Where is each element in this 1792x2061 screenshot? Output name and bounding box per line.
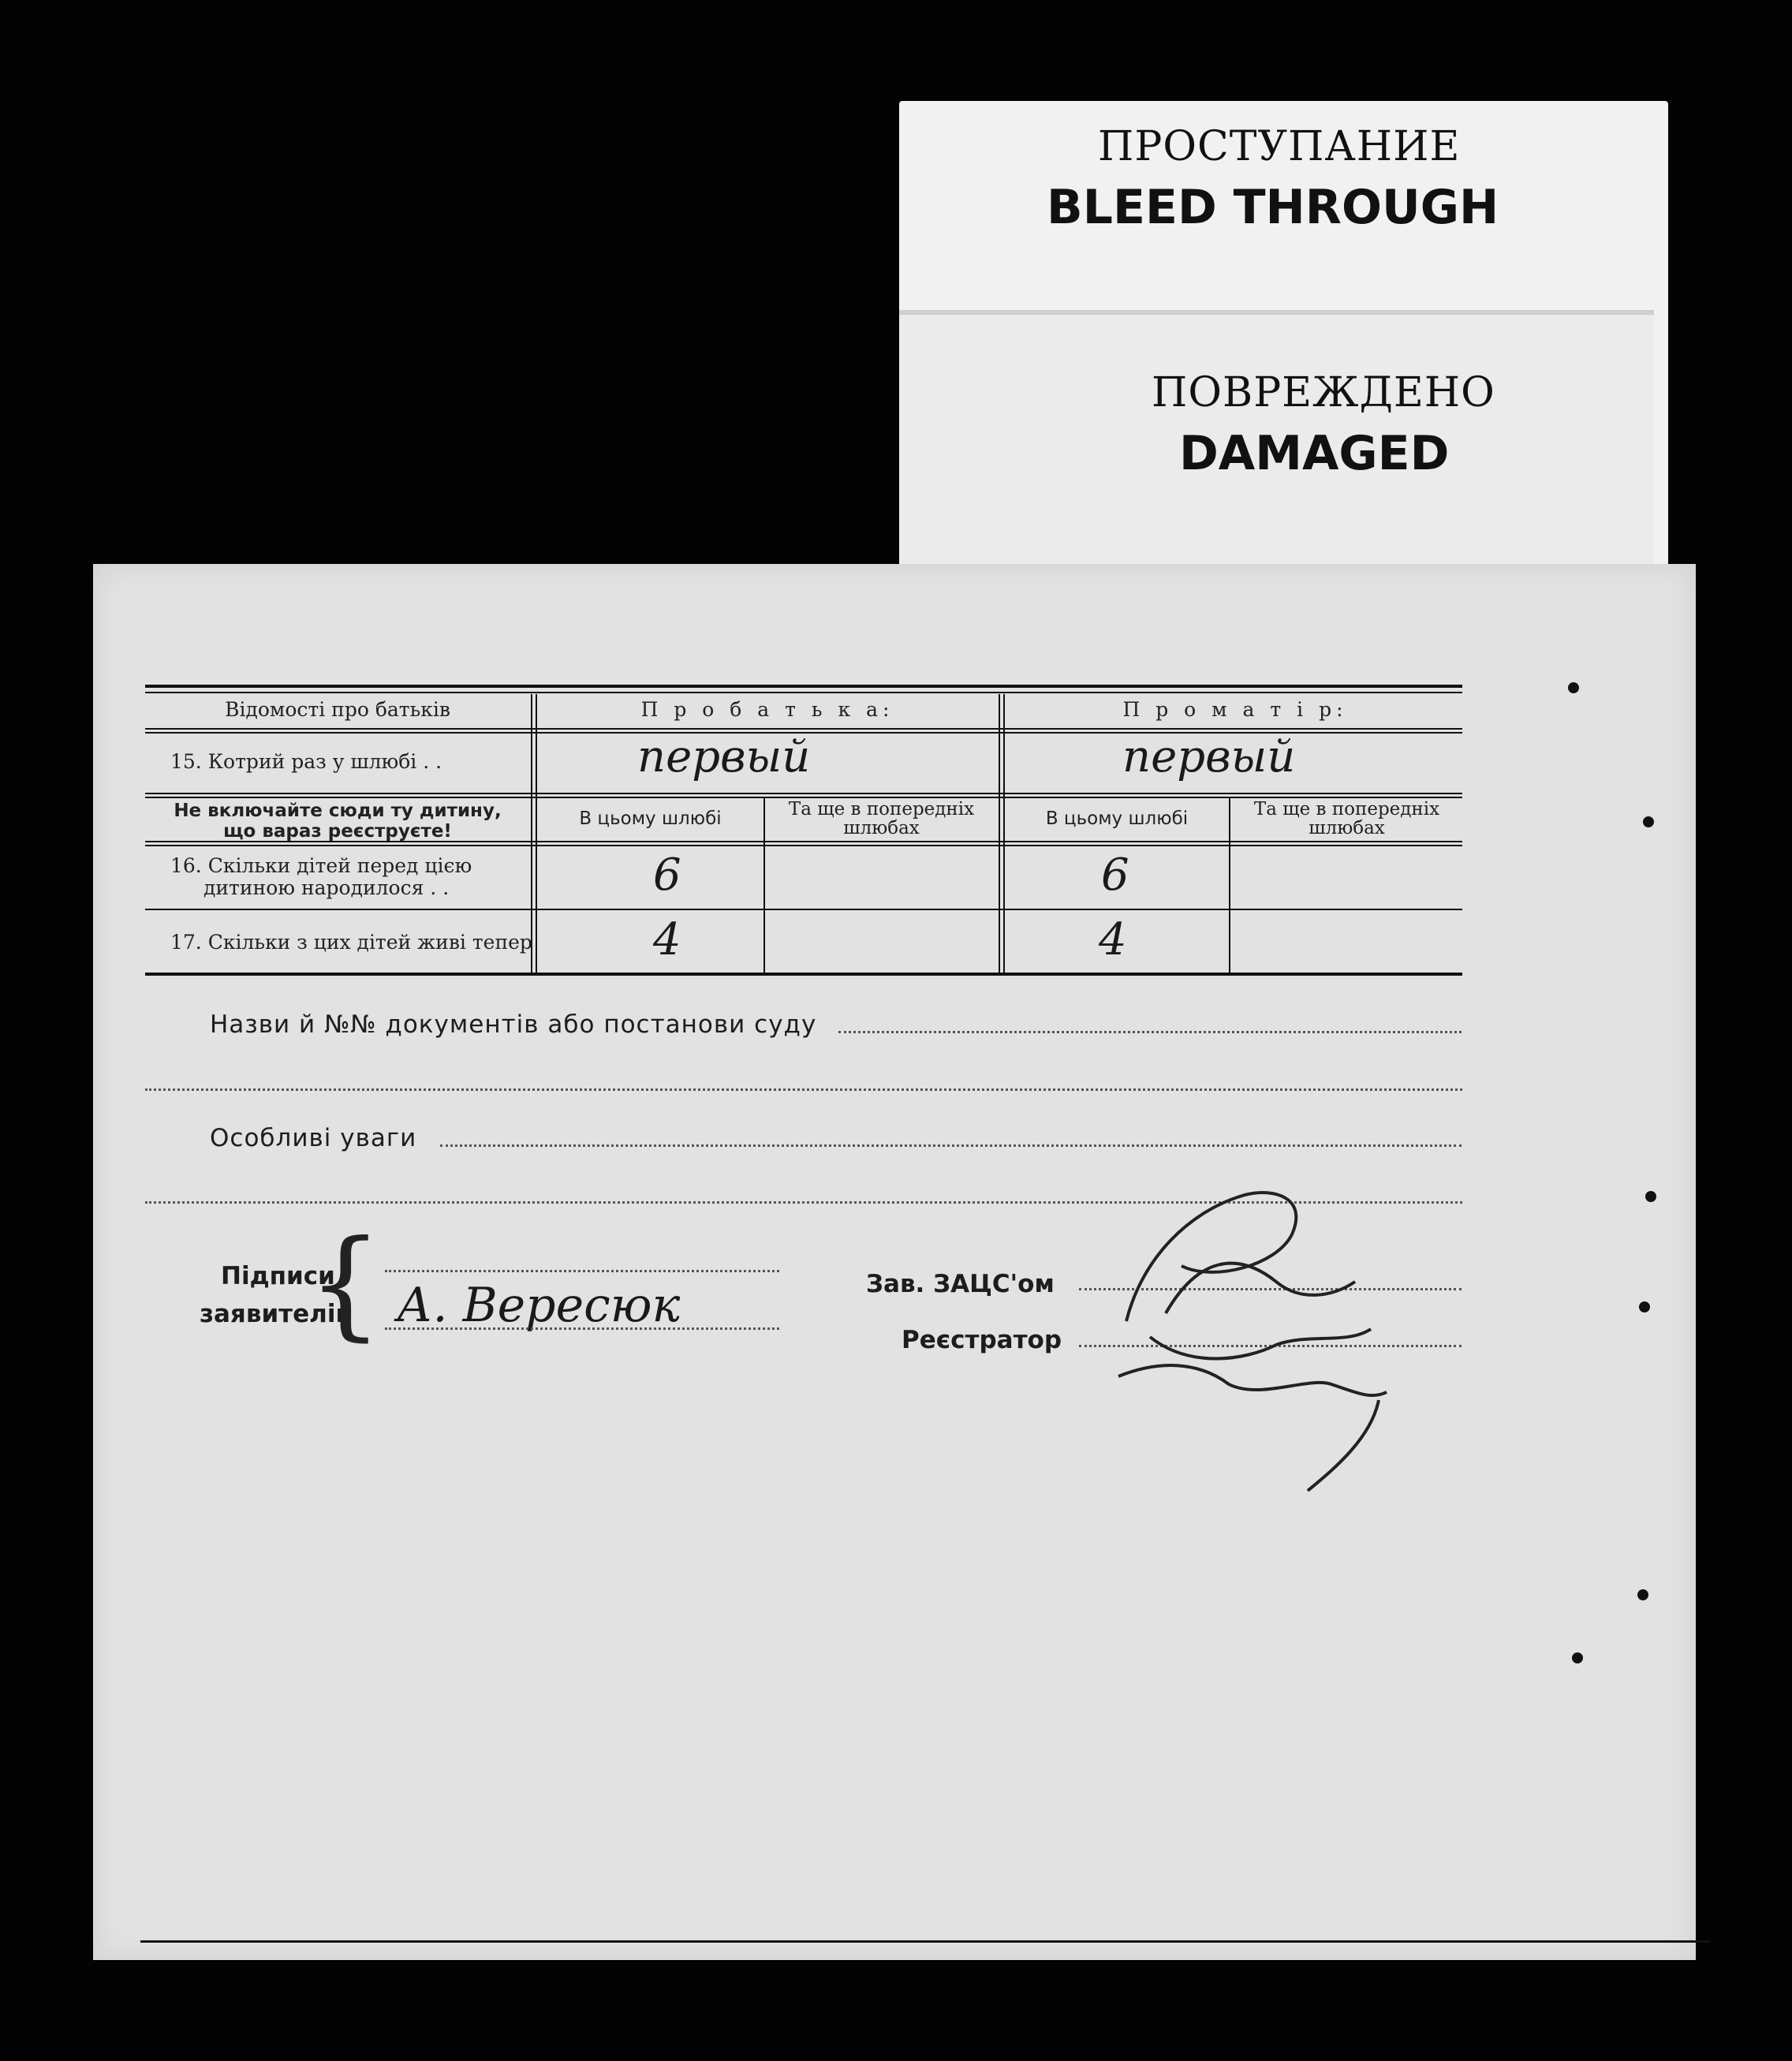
register-sheet <box>93 564 1696 1960</box>
row16-label-line1: 16. Скільки дітей перед цією <box>170 854 472 877</box>
official-signatures-scrawl <box>1071 1163 1434 1495</box>
subheader-note-line2: що вараз реєструєте! <box>223 821 452 842</box>
punch-hole <box>1568 682 1579 693</box>
head-label: Зав. ЗАЦС'ом <box>866 1270 1055 1298</box>
damaged-en: DAMAGED <box>1179 426 1450 481</box>
table-top-rule-thin <box>145 692 1462 693</box>
subheader-father-this: В цьому шлюбі <box>579 808 722 829</box>
sheet-bottom-rule <box>140 1940 1710 1943</box>
row16-label-line2: дитиною народилося . . <box>203 876 450 899</box>
punch-hole <box>1645 1191 1656 1202</box>
signatures-label-line2: заявителів <box>200 1300 352 1328</box>
col-divider-2 <box>999 694 1000 974</box>
table-header-rule <box>145 728 1462 730</box>
applicant-line-1 <box>385 1270 779 1272</box>
bleed-through-en: BLEED THROUGH <box>1047 180 1499 235</box>
documents-line-2 <box>145 1088 1462 1091</box>
row16-father-this: 6 <box>653 849 681 901</box>
table-top-rule <box>145 685 1462 688</box>
table-bottom-rule <box>145 973 1462 976</box>
header-father: П р о б а т ь к а: <box>640 698 894 721</box>
registrar-label: Реєстратор <box>902 1326 1062 1354</box>
applicant-line-2 <box>385 1327 779 1330</box>
col-divider-1b <box>536 694 537 974</box>
subheader-bottom-rule-2 <box>145 845 1462 846</box>
row15-label: 15. Котрий раз у шлюбі . . <box>170 750 442 773</box>
subheader-father-prev-1: Та ще в попередніх <box>788 799 975 820</box>
signatures-brace: { <box>308 1215 383 1353</box>
documents-line <box>838 1031 1462 1033</box>
punch-hole <box>1639 1301 1650 1312</box>
subheader-father-prev-2: шлюбах <box>843 818 920 838</box>
col-divider-2b <box>1003 694 1005 974</box>
row17-label: 17. Скільки з цих дітей живі тепер <box>170 931 532 954</box>
row17-father-this: 4 <box>653 914 681 965</box>
subheader-mother-this: В цьому шлюбі <box>1045 808 1189 829</box>
row16-mother-this: 6 <box>1101 849 1129 901</box>
punch-hole <box>1643 816 1654 827</box>
documents-label: Назви й №№ документів або постанови суду <box>210 1010 817 1039</box>
applicant-signature: А. Вересюк <box>397 1278 681 1333</box>
notes-line <box>440 1144 1462 1147</box>
damaged-ru: ПОВРЕЖДЕНО <box>1152 369 1495 416</box>
row15-bottom-rule-2 <box>145 797 1462 798</box>
row16-bottom-rule <box>145 909 1462 910</box>
punch-hole <box>1637 1589 1648 1600</box>
subheader-note-line1: Не включайте сюди ту дитину, <box>174 801 502 821</box>
punch-hole <box>1572 1652 1583 1663</box>
bleed-through-ru: ПРОСТУПАНИЕ <box>1098 123 1461 170</box>
row15-mother-value: первый <box>1122 731 1296 782</box>
archive-label-card <box>899 101 1668 566</box>
signatures-label-line1: Підписи <box>221 1262 335 1290</box>
header-parents-info: Відомості про батьків <box>225 698 450 721</box>
notes-label: Особливі уваги <box>210 1124 417 1152</box>
subheader-mother-prev-2: шлюбах <box>1309 818 1385 838</box>
subheader-mother-prev-1: Та ще в попередніх <box>1253 799 1440 820</box>
header-mother: П р о м а т і р: <box>1122 698 1348 721</box>
row17-mother-this: 4 <box>1099 914 1127 965</box>
row15-bottom-rule <box>145 793 1462 794</box>
row15-father-value: первый <box>637 731 811 782</box>
